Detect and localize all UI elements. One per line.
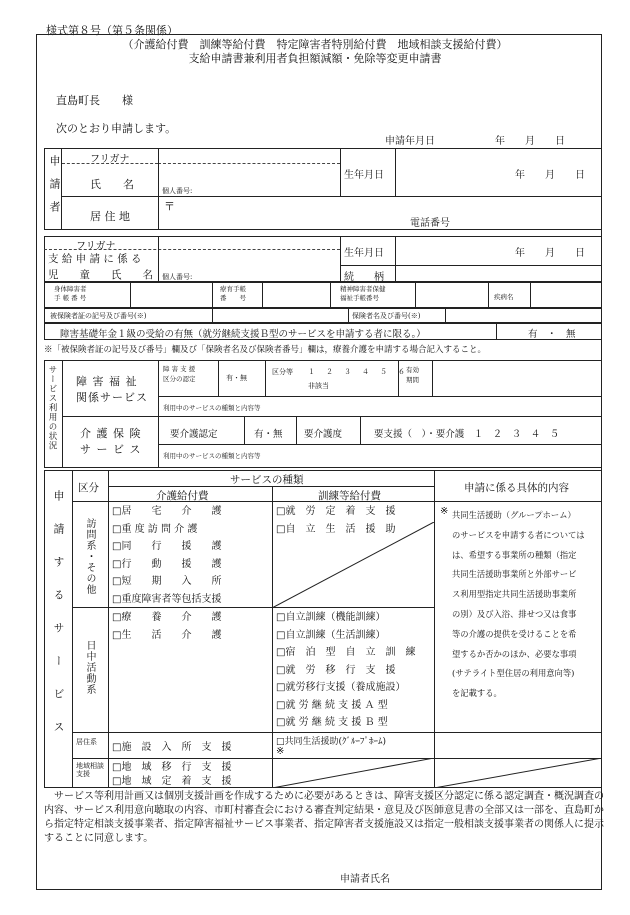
form-title-line2: 支給申請書兼利用者負担額減額・免除等変更申請書 — [188, 52, 442, 65]
care-item[interactable]: □療 養 介 護 — [112, 612, 222, 623]
service-type-header: サービスの種類 — [230, 474, 304, 486]
training-item[interactable]: □自立訓練（生活訓練） — [276, 629, 386, 641]
category-header: 区分 — [78, 482, 99, 494]
training-item[interactable]: □就 労 移 行 支 援 — [276, 664, 396, 676]
training-item[interactable]: □就 労 継 続 支 援 Ｂ 型 — [276, 717, 388, 728]
valid-period-label: 有効 期間 — [406, 366, 419, 384]
group-visit-label: 訪問系・その他 — [84, 518, 95, 595]
training-item[interactable]: □宿 泊 型 自 立 訓 練 — [276, 647, 416, 658]
group-residence-label: 居住系 — [76, 738, 97, 746]
details-note: 共同生活援助（グループホーム） のサービスを申請する者については は、希望する事業所の種類（指定 共同生活援助事業所と外部サービ ス利用型指定共同生活援助事業所 の別）及び入浴、排せつ又は食事 等の介護の提供を受けることを希 望するか否かのほか、必要な事項 (サテライト型住居の利用意向等) を記載する。 — [452, 510, 585, 699]
note-insurance: ※「被保険者証の記号及び番号」欄及び「保険者名及び保険者番号」欄は，療養介護を申請する場合記入すること。 — [44, 345, 487, 355]
postal-mark: 〒 — [164, 200, 175, 213]
not-applicable-label[interactable]: 非該当 — [308, 382, 329, 390]
details-note-mark: ※ — [440, 506, 449, 517]
child-birth-value[interactable]: 年 月 日 — [515, 248, 585, 259]
care-item[interactable]: □地 域 定 着 支 援 — [112, 776, 232, 787]
training-item[interactable]: □自立訓練（機能訓練） — [276, 612, 386, 623]
form-number: 様式第８号（第５条関係） — [46, 24, 178, 37]
handbook-row — [44, 282, 602, 308]
care-cert-label: 要介護認定 — [170, 429, 218, 440]
child-furigana-label: フリガナ — [76, 241, 116, 252]
care-support-choices[interactable]: 要支援（ ）・要介護 １ ２ ３ ４ ５ — [374, 429, 560, 440]
care-item[interactable]: □施 設 入 所 支 援 — [112, 742, 232, 753]
form-title-line1: （介護給付費 訓練等給付費 特定障害者特別給付費 地域相談支援給付費） — [122, 38, 508, 51]
care-item[interactable]: □居 宅 介 護 — [112, 506, 222, 517]
support-class-levels[interactable]: １ ２ ３ ４ ５ ６ — [308, 368, 407, 376]
care-cert-choice[interactable]: 有・無 — [254, 429, 283, 440]
care-items-community — [112, 761, 270, 789]
consent-text: サービス等利用計画又は個別支援計画を作成するために必要があるときは、障害支援区分認定に係る認定調査・概況調査の内容、サービス利用意向聴取の内容、市町村審査会における審査判定結果・意見及び医師意見書の全部又は一部を、直島町から指定特定相談支援事業者、指定障害福祉サービス事業者、指定障害者支援施設又は指定一般相談支援事業者の関係人に提示することに同意します。 — [44, 791, 604, 844]
care-item[interactable]: □生 活 介 護 — [112, 629, 222, 641]
care-benefit-header: 介護給付費 — [156, 490, 209, 502]
care-item[interactable]: □重 度 訪 問 介 護 — [112, 523, 198, 535]
empty-cell-diagonal-3 — [434, 758, 602, 788]
support-level-choice[interactable]: 有・無 — [226, 374, 247, 382]
mental-handbook-label: 精神障害者保健 福祉手帳番号 — [340, 285, 386, 302]
child-name-label-2: 児 童 氏 名 — [48, 269, 153, 281]
care-item[interactable]: □重度障害者等包括支援 — [112, 593, 222, 605]
pension-choice[interactable]: 有 ・ 無 — [528, 329, 576, 340]
care-degree-label: 要介護度 — [304, 429, 343, 440]
care-items-visit — [112, 503, 270, 608]
details-header: 申請に係る具体的内容 — [464, 482, 569, 494]
applicant-birth-value[interactable]: 年 月 日 — [515, 170, 585, 181]
care-item[interactable]: □地 域 移 行 支 援 — [112, 762, 232, 773]
training-item-note-mark: ※ — [276, 746, 285, 757]
training-item[interactable]: □就 労 継 続 支 援 Ａ 型 — [276, 699, 388, 711]
child-name-label-1: 支 給 申 請 に 係 る — [48, 253, 142, 265]
applicant-phone-label: 電話番号 — [410, 218, 450, 229]
addressee: 直島町長 様 — [56, 94, 133, 107]
insurer-id-label: 保険者名及び番号(※) — [352, 312, 421, 320]
training-item[interactable]: □就労移行支援（養成施設） — [276, 682, 406, 693]
empty-cell-diagonal-2 — [272, 758, 434, 788]
care-item[interactable]: □短 期 入 所 — [112, 576, 222, 587]
applicant-name-label: 氏 名 — [90, 178, 134, 191]
services-side-label: 申請するサービス — [52, 490, 65, 754]
application-date: 申請年月日 年 月 日 — [385, 136, 565, 147]
applicant-personal-number: 個人番号: — [162, 187, 193, 195]
training-benefit-header: 訓練等給付費 — [318, 490, 381, 502]
group-day-label: 日中活動系 — [84, 640, 95, 695]
child-relation-label: 続 柄 — [344, 272, 384, 283]
training-item[interactable]: □就 労 定 着 支 援 — [276, 506, 396, 517]
training-items-top — [276, 503, 432, 538]
training-items-day — [276, 609, 432, 732]
care-item[interactable]: □行 動 援 護 — [112, 558, 222, 570]
welfare-in-use-label: 利用中のサービスの種類と内容等 — [163, 404, 261, 412]
care-in-use-label: 利用中のサービスの種類と内容等 — [163, 452, 261, 460]
applicant-birth-label: 生年月日 — [344, 170, 384, 181]
applicant-address-label: 居 住 地 — [90, 210, 130, 223]
disease-label: 疾病名 — [494, 293, 514, 301]
insured-id-label: 被保険者証の記号及び番号(※) — [50, 312, 147, 320]
therapy-handbook-label: 療育手帳 番 号 — [220, 285, 246, 302]
physical-handbook-label: 身体障害者 手 帳 番 号 — [54, 285, 87, 302]
intro-text: 次のとおり申請します。 — [56, 122, 177, 135]
applicant-section-label: 申請者 — [48, 155, 61, 224]
care-items-day — [112, 609, 270, 644]
group-community-label: 地域相談支援 — [76, 762, 104, 778]
applicant-furigana-label: フリガナ — [90, 154, 130, 165]
training-item[interactable]: □共同生活援助(ｸﾞﾙｰﾌﾟﾎｰﾑ) — [276, 737, 387, 747]
child-birth-label: 生年月日 — [344, 248, 384, 259]
signature-label: 申請者氏名 — [340, 874, 390, 885]
pension-text: 障害基礎年金１級の受給の有無（就労継続支援Ｂ型のサービスを申請する者に限る。） — [60, 329, 426, 340]
training-item[interactable]: □自 立 生 活 援 助 — [276, 523, 396, 535]
care-item[interactable]: □同 行 援 護 — [112, 541, 222, 552]
child-personal-number: 個人番号: — [162, 273, 193, 281]
welfare-service-label: 障 害 福 祉 関係サービス — [76, 375, 148, 404]
care-insurance-label: 介 護 保 険 サ ー ビ ス — [80, 427, 142, 456]
support-class-label: 区分等 — [272, 368, 293, 376]
support-level-label: 障 害 支 援 区分の認定 — [163, 365, 196, 383]
usage-side-label: サービス利用の状況 — [47, 365, 57, 451]
